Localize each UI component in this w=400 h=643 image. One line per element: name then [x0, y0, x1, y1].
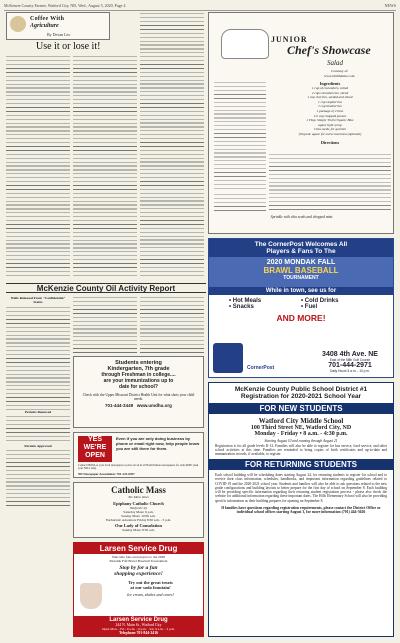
chef-courtesy: Courtesy of: [331, 69, 349, 73]
school-title2: Registration for 2020-2021 School Year [240, 393, 362, 400]
immunization-title3: through Freshman in college.... [101, 372, 176, 378]
cornerpost-contact: 3408 4th Ave. NE East of the 58th Golf Course 701-444-2971 Daily Hours 5 a.m. - 10 p.m. [322, 351, 378, 373]
open-body: Even if you are only doing business by phone or email right now, help people know you are still there for them. [116, 436, 200, 451]
record-column-2 [73, 296, 137, 354]
catholic-loc1: Watford City [129, 506, 148, 510]
directions-title: Directions [320, 139, 340, 145]
column-logo [6, 12, 110, 40]
column-headline: Use it or lose it! [36, 41, 101, 52]
cornerpost-item: • Fuel [301, 304, 318, 310]
cornerpost-item: • Hot Meals [229, 298, 262, 304]
larsen-stop: Stop by for a fun [119, 565, 158, 571]
coffee-cup-icon [10, 16, 26, 32]
ingredient-item: 1 package of 2 lime [316, 108, 344, 113]
cornerpost-item: • Snacks [229, 304, 254, 310]
ingredients-title: Ingredients [319, 81, 341, 86]
chef-intro-text [214, 81, 266, 191]
cornerpost-event-banner: 2020 MONDAK FALL BRAWL BASEBALL TOURNAMENT [209, 257, 393, 287]
chef-dish: Salad [327, 59, 343, 67]
catholic-sub: Ten Mass times [128, 495, 149, 499]
chef-website: www.bhtlifetime.com [324, 74, 355, 78]
logo-line2: Agriculture [30, 23, 59, 29]
open-sign: YES WE'RE OPEN [78, 436, 112, 462]
wells-list [6, 306, 70, 410]
cornerpost-while: While in town, see us for [209, 287, 393, 295]
ingredient-item: Chia seeds, for garnish [314, 127, 346, 132]
school-note2: Registration is for all grade levels K-12. Families will also be able to register for bus service, food service, and other school activities at this time. Families are reminded to bring copies of birth certificates and up-to-date and immunization records, if available, to register. [215, 444, 387, 456]
larsen-title: Larsen Service Drug [74, 543, 203, 554]
chef-showcase [208, 12, 394, 234]
logo-line1: Coffee With [30, 16, 65, 22]
ingredient-item: 1 cup raspberries [318, 99, 342, 104]
school-registration-ad [208, 382, 394, 637]
column-text-2 [73, 55, 137, 278]
permits-approved-list [6, 449, 70, 509]
page-header [4, 3, 396, 11]
school-time: Monday - Friday • 8 a.m. - 4:30 p.m. [254, 431, 348, 437]
larsen-try2: at our soda fountain! [130, 585, 171, 590]
chef-tip: Sprinkle with chia seeds and chopped mint. [270, 215, 334, 219]
catholic-church2: Our Lady of Consolation [115, 523, 162, 528]
school-footer: If families have questions regarding registration requirements, please contact the District Office or individual school offices starting August 3, for more information (701) 444-3626 [221, 506, 381, 515]
catholic-euch: Eucharistic Adoration: Friday 8:30 a.m. - 5 p.m. [105, 518, 172, 522]
larsen-ice: Ice cream, shakes and cones! [127, 592, 174, 597]
oil-report-title: McKenzie County Oil Activity Report [6, 283, 206, 293]
open-small: Contact NDNA or your local newspaper to place an ad in all North Dakota newspapers for only $940! (Ask your ND-2 size) [78, 464, 199, 471]
chef-body-text [214, 193, 266, 211]
larsen-line1: Welcome fans and players to the 2020 [111, 555, 166, 559]
school-returning-banner: FOR RETURNING STUDENTS [209, 459, 393, 470]
page-header-left: McKenzie County Farmer, Watford City, ND, Wed., August 5, 2020, Page 4 [4, 3, 126, 8]
cornerpost-welcome: The CornerPost Welcomes All Players & Fans To The [209, 239, 393, 257]
chef-hat-icon [221, 29, 269, 59]
catholic-sat: Saturday Mass: 6 p.m. [123, 510, 154, 514]
school-building: Watford City Middle School [258, 417, 344, 425]
chef-title: Chef's Showcase [287, 43, 371, 57]
ingredient-item: 1 cup blueberries [318, 104, 342, 109]
larsen-try: Try out the great treats [128, 580, 173, 585]
larsen-line2: Mondak Fall Brawl Baseball Tournament [109, 559, 168, 563]
ingredient-item: (Organic agave for extra sweetness (optional) [298, 131, 362, 136]
record-column-3 [140, 296, 204, 354]
immunization-body: Check with the Upper Missouri District Health Unit for what shots your child needs. [82, 393, 195, 401]
ingredient-item: 1 cup cherries, seeded and sliced [307, 95, 353, 100]
school-title1: McKenzie County Public School District #1 [234, 386, 368, 393]
immunization-title2: Kindergarten, 7th grade [107, 366, 170, 372]
permits-approved-header: Permits Approved [24, 444, 52, 448]
school-address: 100 Third Street NE, Watford City, ND [250, 425, 352, 431]
ice-cream-icon [80, 583, 102, 609]
immunization-title1: Students entering [115, 360, 162, 366]
cornerpost-items [209, 295, 393, 313]
store-photo [213, 343, 243, 373]
ingredient-item: 1 Tbsp. Simply Truth Organic Blue [306, 118, 354, 123]
ingredient-item: agave light syrup [318, 122, 342, 127]
larsen-drug-ad [73, 542, 204, 637]
school-note: Starting August 10 and running through August 21 [264, 439, 338, 443]
column-text-3 [140, 12, 204, 278]
school-body: Each school building will be scheduling dates starting August 24, for returning students to register for school and to receive their class information, schedules, handbooks, and important information regarding guidelines related to COVID-19 and the 2020-2021 school year. Students and families will also be able to ask questions related to the new grade configurations and building layouts to better prepare for the first day of school on September 8. Each building will be providing specific information regarding their returning student registration process - please also check the website for additional information regarding these important dates. The Hills Elementary School will also be providing specific information as their building prepares for opening on September 8. [215, 473, 387, 503]
cornerpost-item: • Cold Drinks [301, 298, 339, 304]
catholic-title: Catholic Mass [111, 485, 166, 495]
larsen-name: Larsen Service Drug [109, 617, 168, 623]
larsen-addr: 244 N. Main St., Watford City [115, 623, 162, 627]
immunization-title5: date for school? [119, 384, 158, 390]
cornerpost-more: AND MORE! [276, 313, 326, 323]
catholic-mass-ad [73, 482, 204, 538]
larsen-footer [74, 616, 203, 636]
cornerpost-logo: CornerPost [247, 365, 275, 371]
ingredient-item: 2 cups strawberries, sliced [311, 90, 349, 95]
cornerpost-ad [208, 238, 394, 378]
open-ad [73, 432, 204, 478]
catholic-sun: Sunday Mass: 10:00 a.m. [121, 514, 156, 518]
page-header-section: NEWS [384, 3, 396, 8]
catholic-sun2: Sunday Mass: 8:30 a.m. [122, 528, 155, 532]
larsen-hours: Open Mon. - Fri.: 9 a.m. - 6 p.m. Sat. 9 a.m. - 3 p.m. [102, 627, 175, 631]
immunization-title4: are your immunizations up to [103, 378, 174, 384]
catholic-church1: Epiphany Catholic Church [113, 501, 164, 506]
open-ndna: ND Newspaper Association: 701-223-6397 [78, 472, 135, 476]
larsen-phone: Telephone 701-844-2416 [119, 631, 158, 635]
permits-renewed-header: Permits Renewed [24, 410, 52, 414]
wells-header: Wells Released From "Confidential" Status [10, 296, 66, 304]
immunization-phone-site: 701-444-3449 www.umdhu.org [105, 403, 172, 408]
ingredient-item: 1/2 cup chopped pecans [313, 113, 347, 118]
immunization-ad [73, 356, 204, 428]
chef-junior: JUNIOR [271, 35, 308, 44]
column-text-1 [6, 55, 70, 278]
ingredient-item: 1 cup of cucumbers, cubed [311, 86, 349, 90]
permits-renewed-list [6, 415, 70, 443]
school-new-banner: FOR NEW STUDENTS [209, 403, 393, 414]
chef-ingredients [269, 81, 391, 145]
byline: By Devan Leo [47, 32, 71, 37]
larsen-stop2: shopping experience! [114, 571, 163, 577]
chef-directions-text [269, 153, 391, 211]
